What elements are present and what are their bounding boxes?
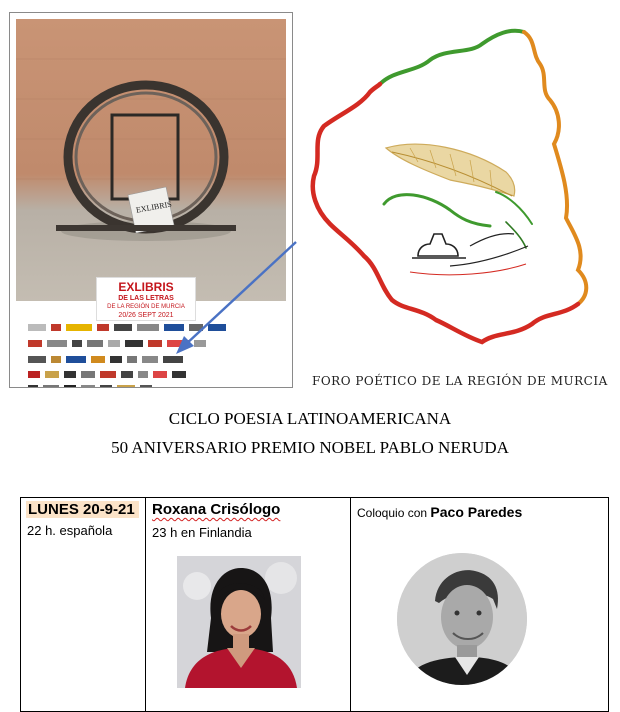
colloquium-cell bbox=[351, 498, 608, 711]
host-photo bbox=[397, 553, 527, 685]
event-date: LUNES 20-9-21 bbox=[26, 501, 139, 518]
date-cell bbox=[21, 498, 146, 711]
finland-time: 23 h en Finlandia bbox=[152, 525, 252, 540]
colloquium-host: Paco Paredes bbox=[430, 504, 523, 520]
sponsor-logos-row-5 bbox=[28, 380, 157, 388]
badge-title-ex: EX bbox=[118, 280, 135, 294]
colloquium-prefix: Coloquio con bbox=[357, 506, 428, 520]
sponsor-logos-row-4 bbox=[28, 366, 191, 374]
poet-cell bbox=[146, 498, 351, 711]
cycle-title: CICLO POESIA LATINOAMERICANA bbox=[168, 409, 452, 428]
anniversary-title: 50 ANIVERSARIO PREMIO NOBEL PABLO NERUDA bbox=[111, 438, 509, 457]
badge-title-libris: LIBRIS bbox=[134, 280, 174, 294]
foro-region-map-logo bbox=[300, 20, 605, 360]
poet-name: Roxana Crisólogo bbox=[152, 501, 281, 518]
foro-caption: FORO POÉTICO DE LA REGIÓN DE MURCIA bbox=[312, 374, 608, 388]
blue-arrow-icon bbox=[170, 238, 300, 358]
colloquium-line bbox=[357, 504, 522, 520]
poet-photo bbox=[177, 556, 301, 688]
badge-region: DE LA REGIÓN DE MURCIA bbox=[107, 304, 185, 310]
spain-time: 22 h. española bbox=[27, 523, 113, 538]
schedule-table bbox=[20, 497, 609, 712]
sponsor-logos-row-3 bbox=[28, 351, 188, 359]
sculpture-tag: EXLIBRIS bbox=[135, 199, 173, 215]
badge-dates: 20/26 SEPT 2021 bbox=[118, 312, 174, 319]
badge-subtitle: DE LAS LETRAS bbox=[118, 295, 174, 302]
